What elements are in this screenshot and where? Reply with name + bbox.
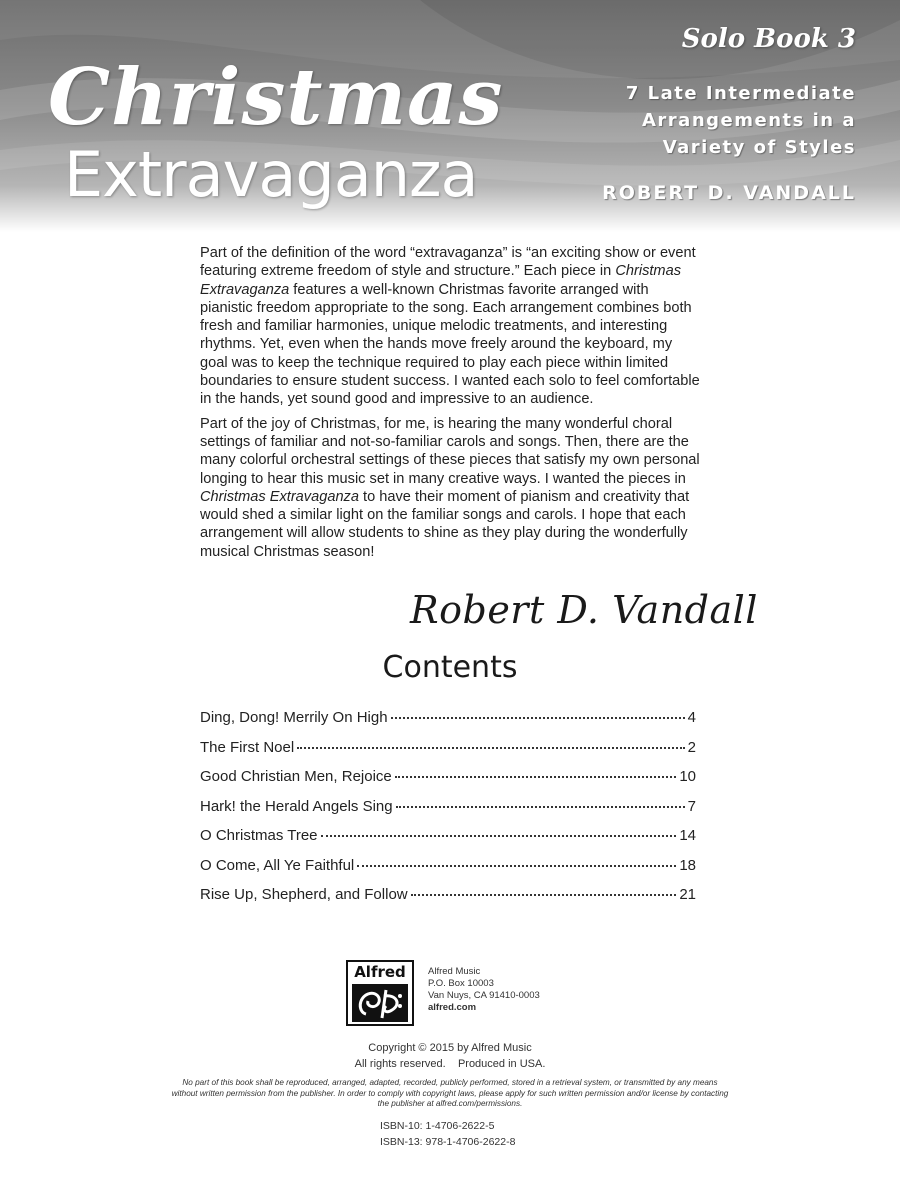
toc-item (200, 883, 696, 913)
title-christmas: Christmas (48, 52, 504, 143)
toc-item (200, 795, 696, 825)
toc-leader-dots (321, 821, 677, 837)
treble-bass-clef-icon (352, 984, 408, 1022)
publisher-address (428, 966, 540, 1014)
toc-leader-dots (396, 792, 685, 808)
cover-header (0, 0, 900, 232)
toc-item-title: Hark! the Herald Angels Sing (200, 797, 393, 815)
toc-item-page: 7 (687, 797, 696, 815)
table-of-contents (200, 706, 696, 913)
toc-item-page: 4 (687, 709, 696, 726)
contents-heading: Contents (382, 650, 518, 685)
toc-leader-dots (391, 703, 685, 719)
toc-item (200, 824, 696, 854)
isbn-block (380, 1118, 515, 1150)
series-label: Solo Book 3 (681, 24, 856, 54)
publisher-name: Alfred Music (428, 966, 481, 977)
subtitle-line: Arrangements in a (642, 110, 856, 131)
logo-wordmark: Alfred (354, 963, 406, 981)
toc-item-page: 14 (679, 827, 696, 844)
isbn-10: ISBN-10: 1-4706-2622-5 (380, 1120, 495, 1132)
rights-line: All rights reserved. Produced in USA. (354, 1058, 546, 1070)
toc-item-title: Rise Up, Shepherd, and Follow (200, 886, 408, 903)
toc-item-page: 18 (679, 856, 696, 874)
author-name: ROBERT D. VANDALL (602, 182, 856, 204)
toc-leader-dots (411, 880, 677, 896)
copyright-line: Copyright © 2015 by Alfred Music (368, 1042, 532, 1054)
title-extravaganza: Extravaganza (64, 138, 478, 211)
copyright-notice (0, 1040, 900, 1072)
subtitle-line: Variety of Styles (662, 137, 856, 158)
author-signature: Robert D. Vandall (410, 588, 758, 632)
toc-item-title: Ding, Dong! Merrily On High (200, 709, 388, 726)
toc-item-title: O Christmas Tree (200, 827, 318, 844)
publisher-block (346, 960, 586, 1032)
toc-item-page: 2 (687, 738, 696, 756)
toc-item-title: O Come, All Ye Faithful (200, 856, 355, 874)
subtitle-line: 7 Late Intermediate (625, 83, 856, 104)
toc-leader-dots (395, 762, 677, 778)
intro-paragraph-1: Part of the definition of the word “extravaganza” is “an exciting show or event featuring extreme freedom of style and structure.” Each piece in Christmas Extravaganza features a well-known Christmas favorite arranged with pianistic freedom appropriate to the song. Each arrangement combines both fresh and familiar harmonies, unique melodic treatments, and interesting rhythms. Yet, even when the hands move freely around the keyboard, my goal was to keep the technique required to play each piece within limited boundaries to ensure student success. I wanted each solo to feel comfortable in the hands, yet sound good and impressive to an audience. (200, 245, 700, 408)
publisher-po-box: P.O. Box 10003 (428, 978, 494, 989)
subtitle (556, 80, 856, 161)
legal-disclaimer: No part of this book shall be reproduced, arranged, adapted, recorded, publicly performed, stored in a retrieval system, or transmitted by any means without written permission from the publisher. In order to comply with copyright laws, please apply for such written permission and/or license by contacting the publisher at alfred.com/permissions. (171, 1078, 729, 1108)
toc-item (200, 854, 696, 884)
intro-paragraph-2: Part of the joy of Christmas, for me, is hearing the many wonderful choral settings of familiar and not-so-familiar carols and songs. Then, there are the many colorful orchestral settings of these pieces that satisfy my own personal longing to hear this music set in many creative ways. I wanted the pieces in Christmas Extravaganza to have their moment of pianism and creativity that would shed a similar light on the familiar songs and carols. I hope that each arrangement will allow students to shine as they play during the wonderfully musical Christmas season! (200, 415, 700, 560)
publisher-website: alfred.com (428, 1002, 477, 1013)
toc-leader-dots (357, 851, 676, 867)
toc-leader-dots (297, 733, 684, 749)
toc-item-page: 10 (679, 768, 696, 785)
toc-item-title: The First Noel (200, 738, 295, 756)
isbn-13: ISBN-13: 978-1-4706-2622-8 (380, 1136, 516, 1148)
toc-item-title: Good Christian Men, Rejoice (200, 768, 392, 785)
toc-item (200, 706, 696, 736)
toc-item-page: 21 (679, 886, 696, 903)
alfred-logo (346, 960, 414, 1026)
publisher-city: Van Nuys, CA 91410-0003 (428, 990, 540, 1001)
introduction-text (200, 244, 700, 567)
toc-item (200, 736, 696, 766)
toc-item (200, 765, 696, 795)
